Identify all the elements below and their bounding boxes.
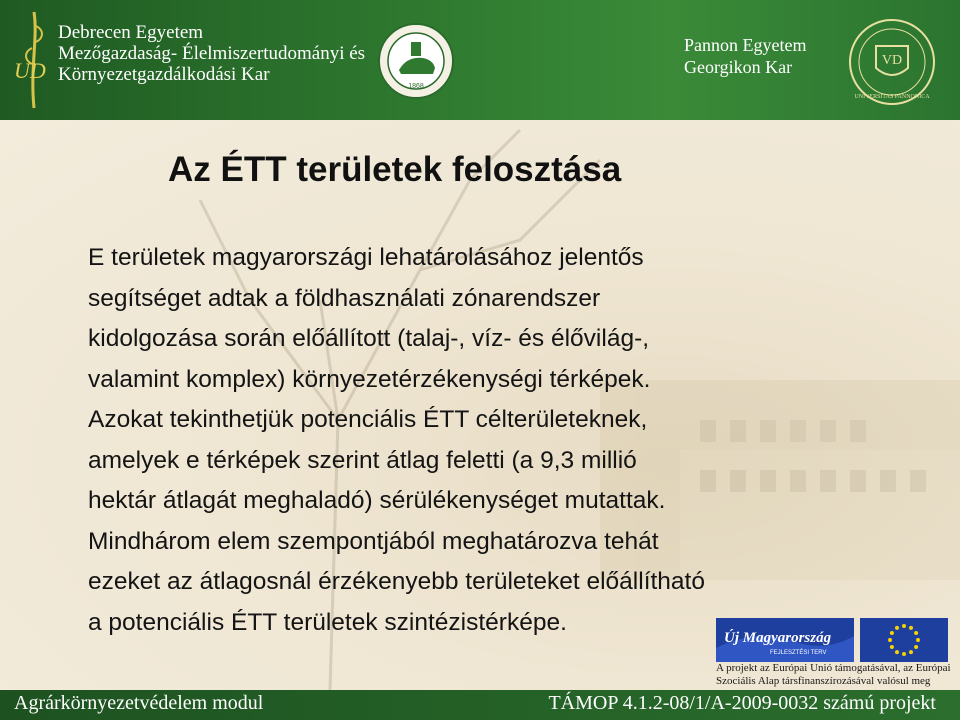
- ud-logo-icon: [8, 8, 52, 112]
- paragraph-line: a potenciális ÉTT területek szintézistérképe.: [88, 608, 567, 636]
- eu-star-icon: [914, 645, 918, 649]
- eu-star-icon: [902, 652, 906, 656]
- header-left-line-1: Debrecen Egyetem: [58, 22, 204, 43]
- eu-star-icon: [902, 624, 906, 628]
- slide-title: Az ÉTT területek felosztása: [168, 150, 622, 189]
- header-left-line-2: Mezőgazdaság- Élelmiszertudományi és: [58, 43, 366, 64]
- uj-magyarorszag-subtitle: FEJLESZTÉSI TERV: [770, 650, 827, 656]
- paragraph-line: Mindhárom elem szempontjából meghatározva tehát: [88, 527, 659, 555]
- paragraph-line: valamint komplex) környezetérzékenységi térképek.: [88, 365, 651, 393]
- eu-star-icon: [895, 626, 899, 630]
- eu-star-icon: [909, 650, 913, 654]
- eu-star-icon: [914, 631, 918, 635]
- eu-flag-icon: [860, 618, 948, 662]
- paragraph-line: E területek magyarországi lehatárolásához jelentős: [88, 244, 644, 271]
- uj-magyarorszag-banner: [716, 618, 854, 662]
- crest-ring-text: UNIVERSITAS PANNONICA: [854, 94, 930, 100]
- paragraph-line: amelyek e térképek szerint átlag feletti (a 9,3 millió: [88, 446, 637, 474]
- faculty-seal-icon: [377, 22, 455, 100]
- header-left-line-3: Környezetgazdálkodási Kar: [58, 64, 270, 85]
- header-right-line-2: Georgikon Kar: [684, 57, 793, 77]
- paragraph-line: Azokat tekinthetjük potenciális ÉTT célterületeknek,: [88, 406, 648, 433]
- eu-notice-line-1: A projekt az Európai Unió támogatásával, az Európai: [716, 662, 951, 674]
- eu-notice-line-2: Szociális Alap társfinanszírozásával valósul meg: [716, 675, 931, 687]
- pannon-university-heading: [684, 34, 806, 78]
- paragraph-line: ezeket az átlagosnál érzékenyebb területeket előállítható: [88, 568, 705, 595]
- eu-star-icon: [890, 631, 894, 635]
- slide-paragraph: [88, 238, 908, 643]
- paragraph-line: segítséget adtak a földhasználati zónarendszer: [88, 284, 601, 312]
- eu-star-icon: [916, 638, 920, 642]
- paragraph-line: kidolgozása során előállított (talaj-, víz- és élővilág-,: [88, 325, 650, 352]
- pannon-crest-icon: [846, 16, 938, 108]
- footer-band: [0, 690, 960, 720]
- seal-year-text: 1868: [408, 83, 424, 90]
- footer-module-name: Agrárkörnyezetvédelem modul: [14, 692, 264, 714]
- ud-logo-letter-u: UD: [14, 58, 46, 83]
- crest-letters: VD: [881, 53, 903, 68]
- eu-star-icon: [890, 645, 894, 649]
- eu-star-icon: [895, 650, 899, 654]
- footer-project-id: TÁMOP 4.1.2-08/1/A-2009-0032 számú projekt: [548, 692, 936, 714]
- header-band: [0, 0, 960, 120]
- eu-funding-block: [716, 618, 952, 690]
- debrecen-university-heading: [58, 22, 365, 85]
- eu-support-notice: [716, 662, 952, 688]
- paragraph-line: hektár átlagát meghaladó) sérülékenységet mutattak.: [88, 487, 666, 514]
- eu-star-icon: [909, 626, 913, 630]
- slide-body: [0, 120, 960, 690]
- uj-magyarorszag-title: Új Magyarország: [724, 630, 832, 646]
- header-right-line-1: Pannon Egyetem: [684, 35, 807, 55]
- eu-star-icon: [888, 638, 892, 642]
